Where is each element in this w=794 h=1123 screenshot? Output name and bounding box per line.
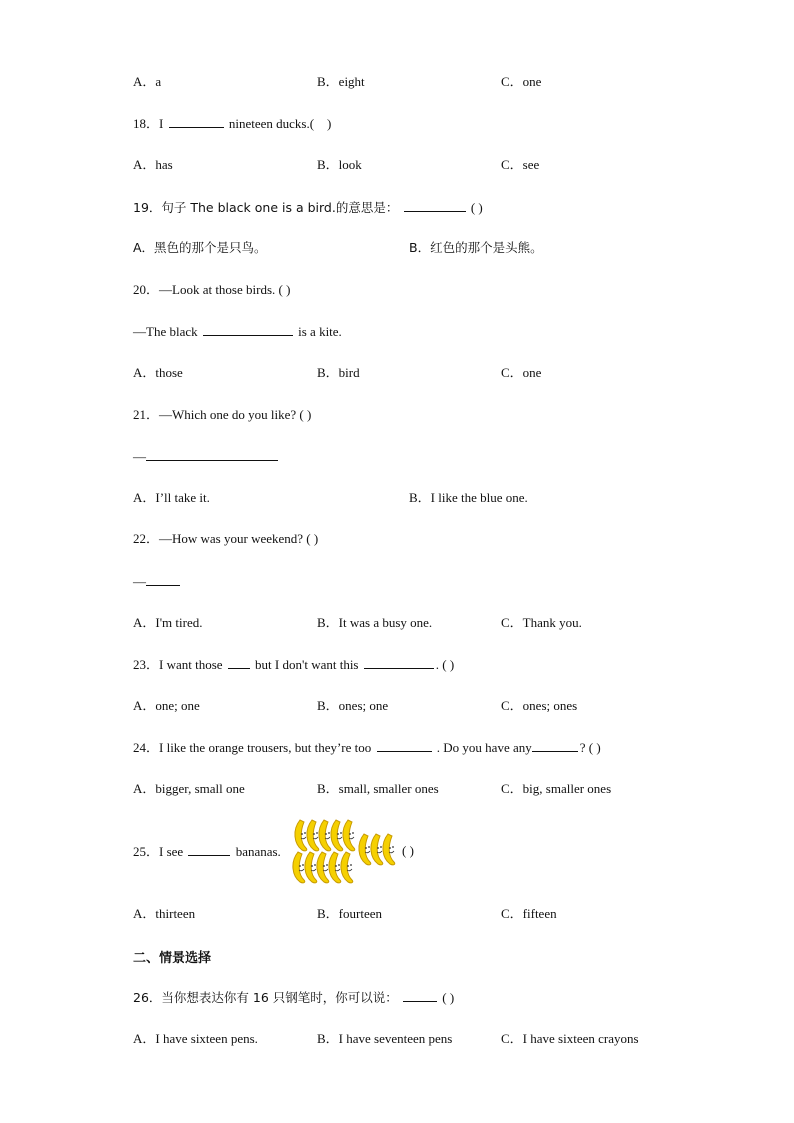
q24-text-pre: 24．I like the orange trousers, but they’re too [133,740,372,755]
q22-line2-pre: — [133,574,146,589]
q23-option-b: B．ones; one [317,698,389,713]
q21-blank[interactable] [146,448,278,461]
section-2-title: 二、情景选择 [133,951,212,966]
q23-blank-2[interactable] [364,656,434,669]
q22-option-b: B．It was a busy one. [317,615,433,630]
q19-option-a: A．黑色的那个是只鸟。 [133,240,267,255]
q20-line2-pre: —The black [133,324,198,339]
q25-option-a: A．thirteen [133,906,196,921]
q26-text-pre: 26．当你想表达你有 16 只钢笔时，你可以说： [133,990,398,1005]
question-23 [133,656,454,673]
q22-blank[interactable] [146,573,180,586]
banana-picture [290,818,400,884]
q18-text-post: nineteen ducks.( [228,116,315,131]
q24-option-a: A．bigger, small one [133,781,245,796]
q20-line2-post: is a kite. [298,324,342,339]
q26-paren: ( ) [442,990,455,1005]
q24-text-mid: . Do you have any [436,740,532,755]
q24-option-b: B．small, smaller ones [317,781,439,796]
q19-blank[interactable] [404,199,466,212]
q26-option-b: B．I have seventeen pens [317,1031,453,1046]
q20-line2 [133,323,342,340]
q26-blank[interactable] [403,989,437,1002]
q25-option-c: C．fifteen [501,906,557,921]
q23-option-a: A．one; one [133,698,200,713]
q24-option-c: C．big, smaller ones [501,781,612,796]
q17-option-a: A．a [133,74,162,89]
q25-option-b: B．fourteen [317,906,382,921]
q18-option-b: B．look [317,157,362,172]
q17-option-b: B．eight [317,74,365,89]
question-18 [133,115,331,132]
question-20: 20．—Look at those birds. ( ) [133,282,291,297]
q26-option-c: C．I have sixteen crayons [501,1031,639,1046]
q23-paren: . ( ) [435,657,455,672]
banana-row-bottom [293,852,353,883]
banana-row-top [295,820,355,851]
question-25 [133,843,281,860]
q24-paren: ? ( ) [579,740,601,755]
q25-text-post: bananas. [235,844,281,859]
q20-option-c: C．one [501,365,542,380]
q24-blank-1[interactable] [377,739,432,752]
question-24 [133,739,601,756]
q21-option-b: B．I like the blue one. [409,490,528,505]
question-21: 21．—Which one do you like? ( ) [133,407,312,422]
question-22: 22．—How was your weekend? ( ) [133,531,319,546]
q25-blank[interactable] [188,843,230,856]
q20-option-b: B．bird [317,365,360,380]
q19-paren: ( ) [470,200,483,215]
q22-option-a: A．I'm tired. [133,615,203,630]
q23-text-mid: but I don't want this [255,657,359,672]
q23-blank-1[interactable] [228,656,250,669]
question-19 [133,199,483,216]
q23-text-pre: 23．I want those [133,657,223,672]
q22-line2 [133,573,182,590]
q21-option-a: A．I’ll take it. [133,490,210,505]
q18-blank[interactable] [169,115,224,128]
q25-text-pre: 25．I see [133,844,184,859]
q18-text-pre: 18．I [133,116,164,131]
q25-paren: ( ) [402,843,414,858]
q18-option-a: A．has [133,157,173,172]
question-26 [133,989,454,1006]
q19-text-pre: 19．句子 The black one is a bird.的意思是： [133,200,399,215]
q18-option-c: C．see [501,157,540,172]
q21-line2 [133,448,280,465]
q20-blank[interactable] [203,323,293,336]
q17-option-c: C．one [501,74,542,89]
q20-option-a: A．those [133,365,183,380]
q24-blank-2[interactable] [532,739,578,752]
q26-option-a: A．I have sixteen pens. [133,1031,258,1046]
q22-option-c: C．Thank you. [501,615,582,630]
q19-option-b: B．红色的那个是头熊。 [409,240,543,255]
q21-line2-pre: — [133,449,146,464]
q23-option-c: C．ones; ones [501,698,578,713]
banana-group-extra [359,834,395,865]
q18-paren: ) [327,116,332,131]
